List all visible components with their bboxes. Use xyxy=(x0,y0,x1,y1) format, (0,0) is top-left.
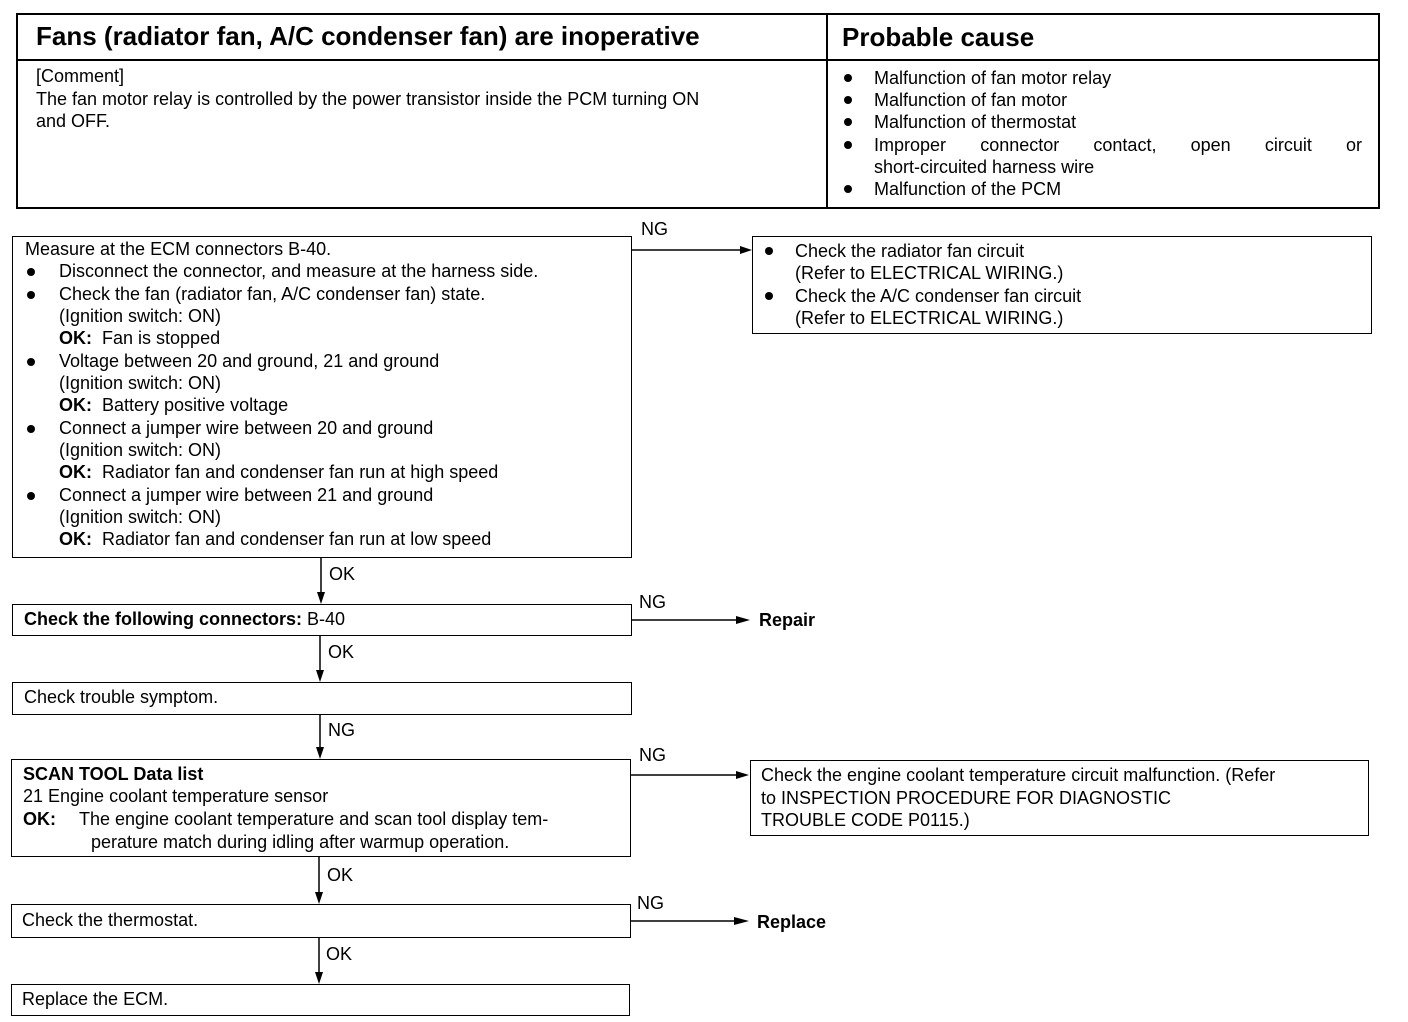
comment-label: [Comment] xyxy=(36,66,125,86)
step-measure-item: Connect a jumper wire between 21 and ground xyxy=(59,485,434,505)
step-scan-tool-ok-continued: perature match during idling after warmup operation. xyxy=(91,832,510,852)
flow-ng-label: NG xyxy=(328,720,355,740)
step-measure-item: Check the fan (radiator fan, A/C condenser fan) state. xyxy=(59,284,486,304)
flow-ng-label: NG xyxy=(637,893,664,913)
step-scan-tool-item: 21 Engine coolant temperature sensor xyxy=(23,786,329,806)
ok-value: Radiator fan and condenser fan run at high speed xyxy=(102,462,499,482)
step-connectors-label: Check the following connectors: xyxy=(24,609,303,629)
flow-ok-label: OK xyxy=(327,865,354,885)
arrowhead-right-icon xyxy=(736,771,749,779)
step-connectors-value: B-40 xyxy=(307,609,346,629)
ng-action-continued: to INSPECTION PROCEDURE FOR DIAGNOSTIC xyxy=(761,788,1172,808)
arrowhead-down-icon xyxy=(317,592,325,604)
step-measure-item: Connect a jumper wire between 20 and ground xyxy=(59,418,434,438)
flow-ng-label: NG xyxy=(641,219,668,239)
arrowhead-down-icon xyxy=(315,892,323,904)
cause-item: Malfunction of the PCM xyxy=(874,179,1062,199)
ng-action-reference: (Refer to ELECTRICAL WIRING.) xyxy=(795,308,1064,328)
flow-ng-label: NG xyxy=(639,592,666,612)
flow-ng-label: NG xyxy=(639,745,666,765)
cause-item: Malfunction of fan motor xyxy=(874,90,1068,110)
flow-ok-label: OK xyxy=(329,564,356,584)
flow-ok-label: OK xyxy=(328,642,355,662)
arrowhead-down-icon xyxy=(315,972,323,984)
ng-action: Check the A/C condenser fan circuit xyxy=(795,286,1082,306)
ok-label: OK: xyxy=(59,395,92,415)
ng-action: Check the engine coolant temperature circuit malfunction. (Refer xyxy=(761,765,1276,785)
step-measure-condition: (Ignition switch: ON) xyxy=(59,373,222,393)
comment-line-1: The fan motor relay is controlled by the power transistor inside the PCM turning ON xyxy=(36,89,700,109)
result-repair: Repair xyxy=(759,610,816,630)
cause-item: Improper connector contact, open circuit or xyxy=(874,135,1362,155)
ok-value: Radiator fan and condenser fan run at low speed xyxy=(102,529,492,549)
ng-action-reference: (Refer to ELECTRICAL WIRING.) xyxy=(795,263,1064,283)
ng-action-continued: TROUBLE CODE P0115.) xyxy=(761,810,970,830)
ng-action: Check the radiator fan circuit xyxy=(795,241,1025,261)
result-replace: Replace xyxy=(757,912,827,932)
ok-value: Fan is stopped xyxy=(102,328,221,348)
arrowhead-right-icon xyxy=(734,917,749,925)
ok-label: OK: xyxy=(23,809,56,829)
step-thermostat-text: Check the thermostat. xyxy=(22,910,199,930)
arrowhead-down-icon xyxy=(316,670,324,682)
ok-label: OK: xyxy=(59,462,92,482)
comment-line-2: and OFF. xyxy=(36,111,111,131)
step-symptom-text: Check trouble symptom. xyxy=(24,687,219,707)
flow-ok-label: OK xyxy=(326,944,353,964)
cause-item-continued: short-circuited harness wire xyxy=(874,157,1095,177)
arrowhead-down-icon xyxy=(316,747,324,759)
ok-label: OK: xyxy=(59,529,92,549)
step-scan-tool-ok: The engine coolant temperature and scan tool display tem- xyxy=(79,809,549,829)
cause-item: Malfunction of thermostat xyxy=(874,112,1077,132)
step-measure-item: Disconnect the connector, and measure at the harness side. xyxy=(59,261,539,281)
arrowhead-right-icon xyxy=(736,616,750,624)
step-measure-condition: (Ignition switch: ON) xyxy=(59,507,222,527)
arrowhead-right-icon xyxy=(740,246,752,254)
step-replace-ecm-text: Replace the ECM. xyxy=(22,989,169,1009)
page-title: Fans (radiator fan, A/C condenser fan) are inoperative xyxy=(36,21,700,51)
step-measure-title: Measure at the ECM connectors B-40. xyxy=(25,239,332,259)
ok-value: Battery positive voltage xyxy=(102,395,289,415)
step-measure-condition: (Ignition switch: ON) xyxy=(59,440,222,460)
probable-cause-title: Probable cause xyxy=(842,22,1035,52)
step-scan-tool-title: SCAN TOOL Data list xyxy=(23,764,204,784)
step-measure-condition: (Ignition switch: ON) xyxy=(59,306,222,326)
cause-item: Malfunction of fan motor relay xyxy=(874,68,1112,88)
ok-label: OK: xyxy=(59,328,92,348)
step-measure-item: Voltage between 20 and ground, 21 and ground xyxy=(59,351,440,371)
